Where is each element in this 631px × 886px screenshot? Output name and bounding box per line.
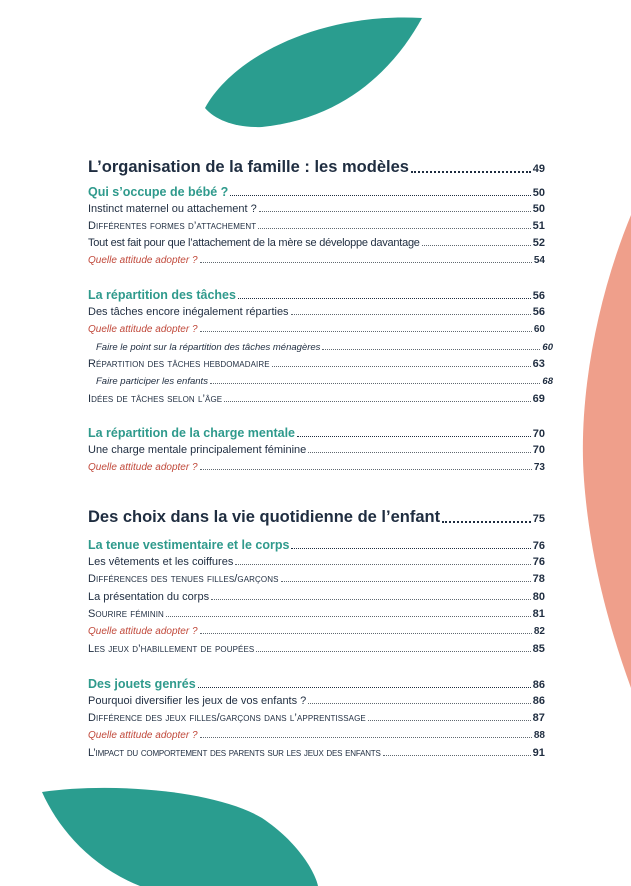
toc-title: Quelle attitude adopter ? (88, 255, 198, 266)
dot-leader (200, 737, 532, 738)
page-number: 52 (532, 237, 545, 249)
page-number: 70 (532, 428, 545, 440)
page-number: 76 (532, 556, 545, 568)
toc-title: Sourire féminin (88, 608, 164, 620)
toc-title: Quelle attitude adopter ? (88, 626, 198, 637)
dot-leader (256, 651, 530, 652)
toc-entry[interactable] (88, 220, 545, 232)
dot-leader (297, 436, 531, 437)
toc-entry[interactable] (88, 358, 545, 370)
toc-section[interactable] (88, 288, 545, 302)
toc-section[interactable] (88, 185, 545, 199)
toc-section[interactable] (88, 538, 545, 552)
toc-title: Instinct maternel ou attachement ? (88, 203, 257, 215)
toc-title: Les jeux d’habillement de poupées (88, 643, 255, 655)
dot-leader (281, 581, 531, 582)
page-number: 50 (532, 203, 545, 215)
dot-leader (200, 633, 532, 634)
teal-leaf-bottom (42, 788, 318, 886)
toc-subentry[interactable] (88, 376, 553, 387)
page-number: 80 (532, 591, 545, 603)
dot-leader (230, 195, 530, 196)
dot-leader (291, 548, 530, 549)
page-number: 85 (532, 643, 545, 655)
page-number: 60 (542, 342, 553, 353)
toc-title: Qui s’occupe de bébé ? (88, 185, 229, 199)
toc-title: Différences des tenues filles/garçons (88, 573, 279, 585)
page-number: 51 (532, 220, 545, 232)
dot-leader (291, 314, 531, 315)
toc-title: La présentation du corps (88, 591, 210, 603)
toc-entry[interactable] (88, 306, 545, 318)
page-number: 82 (533, 626, 545, 637)
dot-leader (322, 349, 540, 350)
dot-leader (198, 687, 531, 688)
toc-entry[interactable] (88, 712, 545, 724)
page-number: 81 (532, 608, 545, 620)
toc-title: L’impact du comportement des parents sur les jeux des enfants (88, 747, 381, 759)
dot-leader (200, 262, 532, 263)
toc-entry[interactable] (88, 591, 545, 603)
dot-leader (442, 521, 531, 523)
page-number: 63 (532, 358, 545, 370)
page-number: 49 (532, 163, 545, 175)
page-number: 88 (533, 730, 545, 741)
toc-entry[interactable] (88, 747, 545, 759)
dot-leader (422, 245, 531, 246)
page-number: 86 (532, 679, 545, 691)
dot-leader (411, 171, 531, 173)
toc-attitude[interactable] (88, 730, 545, 741)
dot-leader (308, 703, 530, 704)
dot-leader (368, 720, 531, 721)
dot-leader (258, 228, 530, 229)
toc-section[interactable] (88, 426, 545, 440)
toc-title: Quelle attitude adopter ? (88, 462, 198, 473)
dot-leader (308, 452, 530, 453)
toc-title: La répartition des tâches (88, 288, 236, 302)
toc-title: L’organisation de la famille : les modèles (88, 158, 409, 176)
dot-leader (235, 564, 530, 565)
page-number: 86 (532, 695, 545, 707)
page-number: 87 (532, 712, 545, 724)
toc-attitude[interactable] (88, 462, 545, 473)
page-number: 56 (532, 290, 545, 302)
dot-leader (210, 383, 540, 384)
page-number: 68 (542, 376, 553, 387)
toc-title: Les vêtements et les coiffures (88, 556, 234, 568)
toc-entry[interactable] (88, 393, 545, 405)
toc-entry[interactable] (88, 643, 545, 655)
toc-title: Différentes formes d’attachement (88, 220, 257, 232)
dot-leader (238, 298, 531, 299)
page-number: 70 (532, 444, 545, 456)
toc-entry[interactable] (88, 573, 545, 585)
toc-title: Une charge mentale principalement féminine (88, 444, 307, 456)
toc-entry[interactable] (88, 695, 545, 707)
toc-title: Tout est fait pour que l’attachement de la mère se développe davantage (88, 237, 420, 249)
page-number: 69 (532, 393, 545, 405)
toc-title: La répartition de la charge mentale (88, 426, 296, 440)
toc-title: Pourquoi diversifier les jeux de vos enfants ? (88, 695, 307, 707)
dot-leader (211, 599, 531, 600)
toc-entry[interactable] (88, 237, 545, 249)
toc-title: Répartition des tâches hebdomadaire (88, 358, 270, 370)
salmon-leaf-right (583, 215, 631, 688)
toc-entry[interactable] (88, 556, 545, 568)
dot-leader (200, 469, 532, 470)
toc-title: Des jouets genrés (88, 677, 196, 691)
toc-entry[interactable] (88, 608, 545, 620)
toc-entry[interactable] (88, 444, 545, 456)
toc-title: Quelle attitude adopter ? (88, 324, 198, 335)
dot-leader (272, 366, 531, 367)
dot-leader (383, 755, 531, 756)
page-number: 75 (532, 513, 545, 525)
toc-section[interactable] (88, 677, 545, 691)
toc-attitude[interactable] (88, 324, 545, 335)
toc-chapter[interactable] (88, 508, 545, 527)
page-number: 54 (533, 255, 545, 266)
dot-leader (259, 211, 531, 212)
page-number: 60 (533, 324, 545, 335)
toc-chapter[interactable] (88, 158, 545, 177)
toc-title: Faire le point sur la répartition des tâches ménagères (96, 342, 321, 353)
dot-leader (166, 616, 531, 617)
toc-title: Quelle attitude adopter ? (88, 730, 198, 741)
toc-title: Idées de tâches selon l’âge (88, 393, 223, 405)
page-number: 50 (532, 187, 545, 199)
teal-leaf-top (205, 17, 422, 127)
page-number: 76 (532, 540, 545, 552)
toc-title: Faire participer les enfants (96, 376, 208, 387)
page-number: 91 (532, 747, 545, 759)
page-number: 56 (532, 306, 545, 318)
dot-leader (224, 401, 530, 402)
toc-title: Des choix dans la vie quotidienne de l’enfant (88, 508, 441, 526)
toc-subentry[interactable] (88, 342, 553, 353)
toc-entry[interactable] (88, 203, 545, 215)
toc-attitude[interactable] (88, 255, 545, 266)
toc-title: La tenue vestimentaire et le corps (88, 538, 290, 552)
toc-attitude[interactable] (88, 626, 545, 637)
toc-title: Différence des jeux filles/garçons dans l’apprentissage (88, 712, 366, 724)
page-number: 78 (532, 573, 545, 585)
dot-leader (200, 331, 532, 332)
page-number: 73 (533, 462, 545, 473)
toc-title: Des tâches encore inégalement réparties (88, 306, 289, 318)
